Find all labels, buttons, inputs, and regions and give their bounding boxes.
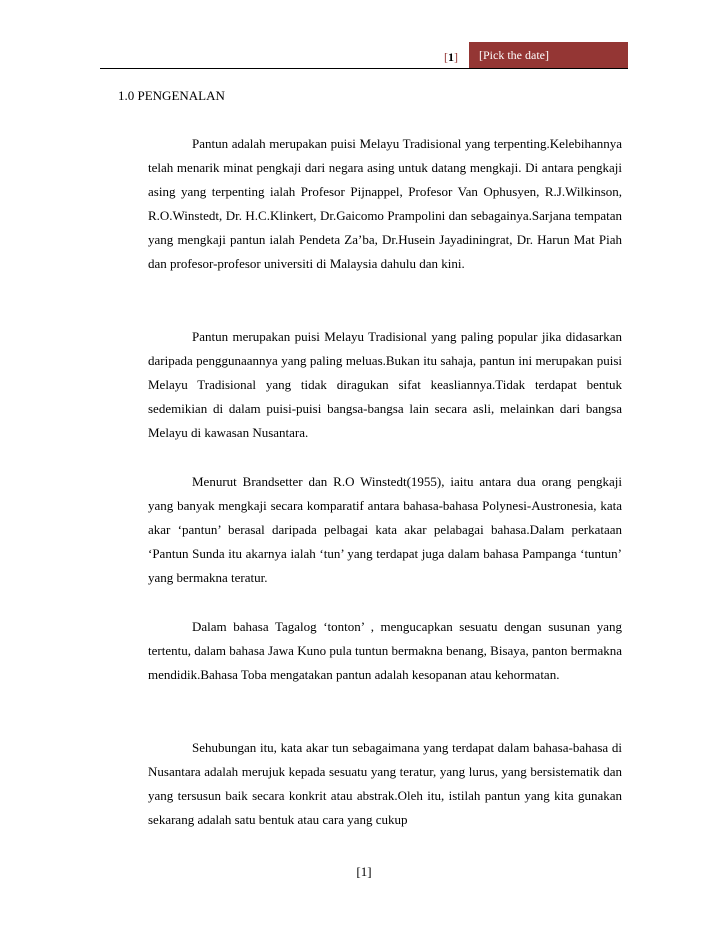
header-bracket-open: [	[444, 50, 448, 64]
paragraph-1: Pantun adalah merupakan puisi Melayu Tradisional yang terpenting.Kelebihannya telah menarik minat pengkaji dari negara asing untuk datang mengkaji. Di antara pengkaji asing yang terpenting ialah Profesor Pijnappel, Profesor Van Ophusyen, R.J.Wilkinson, R.O.Winstedt, Dr. H.C.Klinkert, Dr.Gaicomo Prampolini dan sebagainya.Sarjana tempatan yang mengkaji pantun ialah Pendeta Za’ba, Dr.Husein Jayadiningrat, Dr. Harun Mat Piah dan profesor-profesor universiti di Malaysia dahulu dan kini.	[148, 136, 622, 272]
footer-page-number: [1]	[356, 864, 372, 879]
paragraph-3: Menurut Brandsetter dan R.O Winstedt(1955), iaitu antara dua orang pengkaji yang banyak mengkaji secara komparatif antara bahasa-bahasa Polynesi-Austronesia, kata akar ‘pantun’ berasal daripada pelbagai kata akar pelabagai bahasa.Dalam perkataan ‘Pantun Sunda itu akarnya ialah ‘tun’ yang terdapat juga dalam bahasa Pampanga ‘tuntun’ yang bermakna teratur.	[148, 474, 622, 586]
paragraph-2: Pantun merupakan puisi Melayu Tradisional yang paling popular jika didasarkan daripada penggunaannya yang paling meluas.Bukan itu sahaja, pantun ini merupakan puisi Melayu Tradisional yang tidak diragukan sifat keasliannya.Tidak terdapat bentuk sedemikian di dalam puisi-puisi bangsa-bangsa lain secara asli, melainkan dari bangsa Melayu di kawasan Nusantara.	[148, 329, 622, 441]
header-date-placeholder[interactable]: [Pick the date]	[469, 42, 628, 68]
section-heading: 1.0 PENGENALAN	[118, 88, 225, 103]
paragraph-4: Dalam bahasa Tagalog ‘tonton’ , mengucapkan sesuatu dengan susunan yang tertentu, dalam bahasa Jawa Kuno pula tuntun bermakna benang, Bisaya, panton bermakna mendidik.Bahasa Toba mengatakan pantun adalah kesopanan atau kehormatan.	[148, 619, 622, 683]
header-page-number	[444, 50, 458, 64]
header-divider	[100, 68, 628, 69]
header-bracket-close: ]	[454, 50, 458, 64]
paragraph-5: Sehubungan itu, kata akar tun sebagaimana yang terdapat dalam bahasa-bahasa di Nusantara adalah merujuk kepada sesuatu yang teratur, yang lurus, yang bersistematik dan yang tersusun baik secara konkrit atau abstrak.Oleh itu, istilah pantun yang kita gunakan sekarang adalah satu bentuk atau cara yang cukup	[148, 740, 622, 828]
header-page-number-value: 1	[448, 50, 454, 64]
